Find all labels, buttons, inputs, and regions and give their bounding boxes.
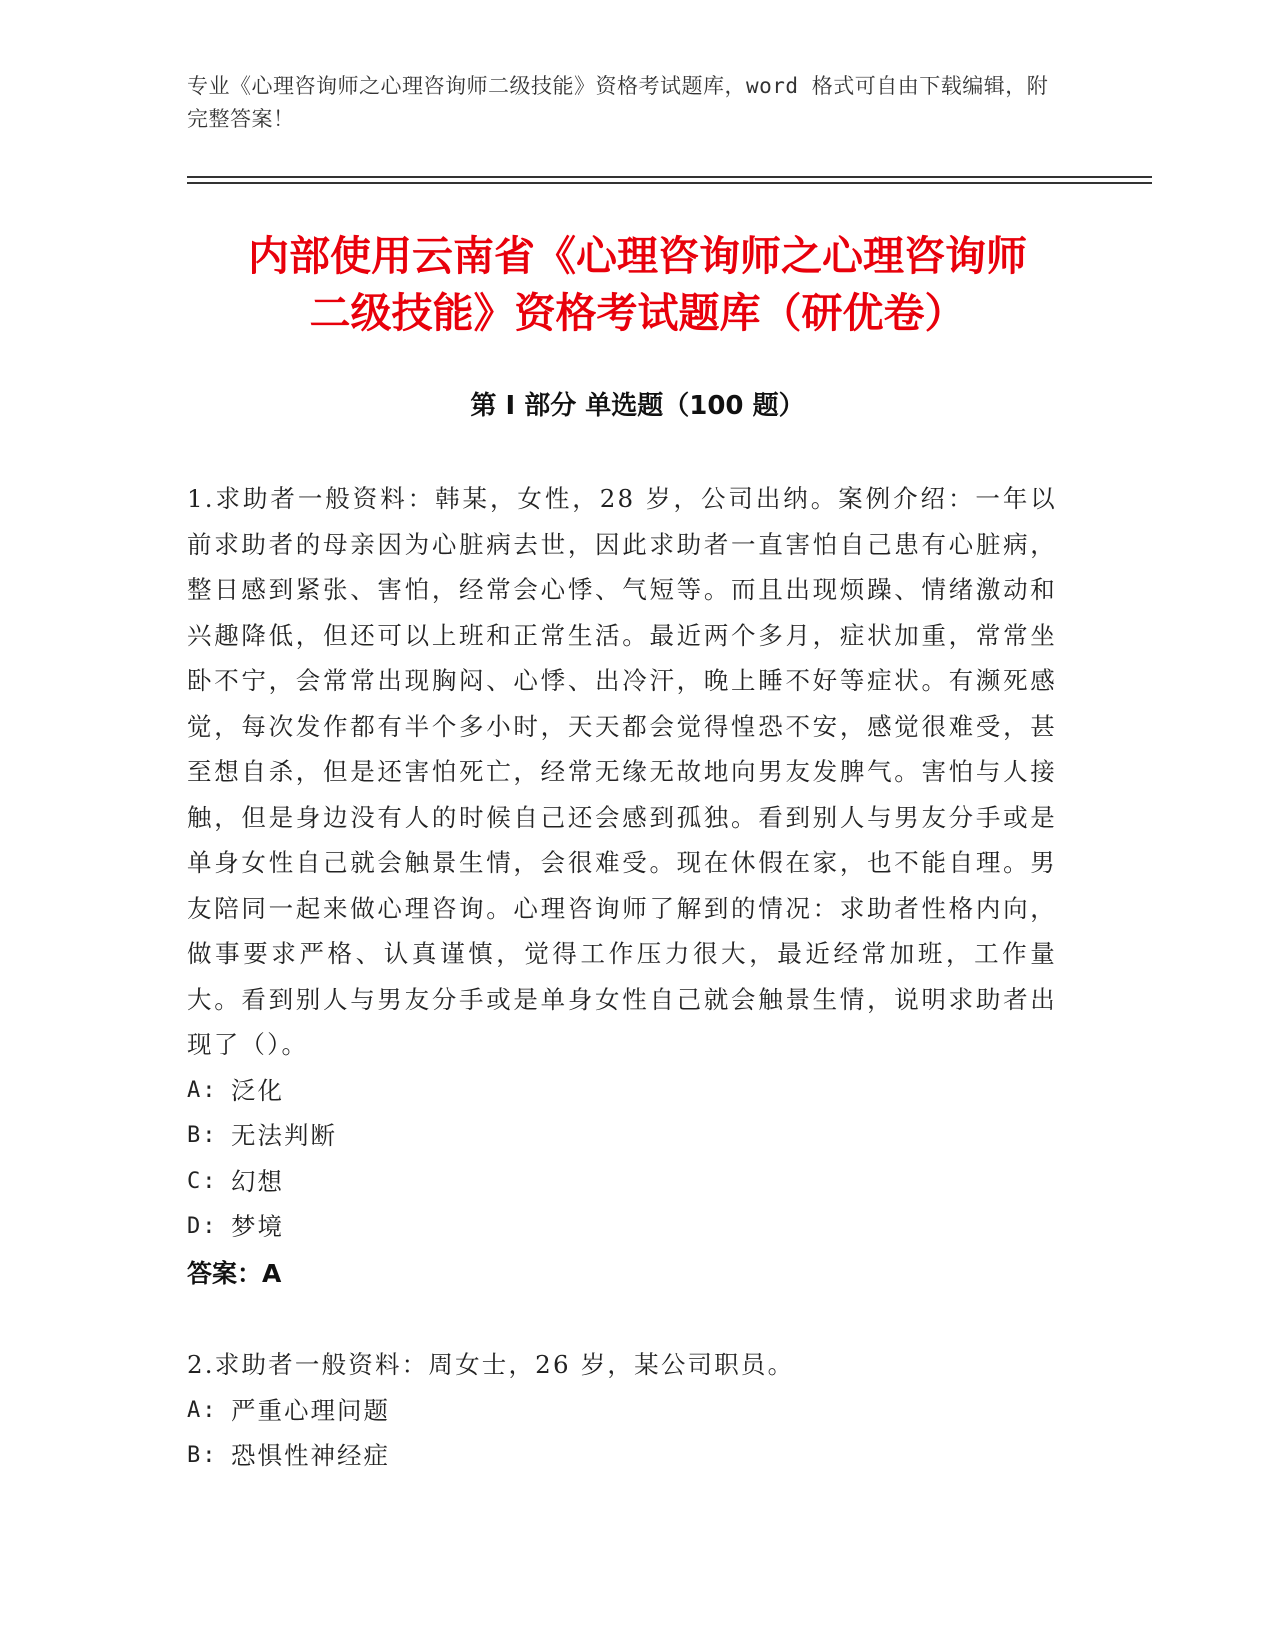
document-title <box>160 228 1115 342</box>
header-note: 专业《心理咨询师之心理咨询师二级技能》资格考试题库，word 格式可自由下载编辑，附完整答案！ <box>187 74 1049 131</box>
section-title: 第 I 部分 单选题（100 题） <box>470 391 805 421</box>
option-key: A: <box>187 1077 218 1103</box>
document-title-line-2: 二级技能》资格考试题库（研优卷） <box>309 289 966 337</box>
question-1-option-c <box>187 1159 1057 1205</box>
header-divider-bottom <box>187 182 1152 184</box>
question-2 <box>187 1342 1057 1479</box>
option-key: D: <box>187 1214 218 1239</box>
option-key: B: <box>187 1123 218 1148</box>
option-text: 恐惧性神经症 <box>231 1441 390 1470</box>
question-2-option-b <box>187 1433 1057 1479</box>
question-1-option-b <box>187 1113 1057 1159</box>
question-1-option-d <box>187 1204 1057 1250</box>
option-text: 严重心理问题 <box>231 1395 390 1425</box>
question-2-option-a <box>187 1388 1057 1434</box>
option-text: 泛化 <box>231 1075 284 1105</box>
option-text: 幻想 <box>231 1166 284 1196</box>
question-2-stem: 2.求助者一般资料：周女士，26 岁，某公司职员。 <box>187 1350 795 1379</box>
question-1-stem: 1.求助者一般资料：韩某，女性，28 岁，公司出纳。案例介绍：一年以前求助者的母亲因为心脏病去世，因此求助者一直害怕自己患有心脏病，整日感到紧张、害怕，经常会心悸、气短等。而且出现烦躁、情绪激动和兴趣降低，但还可以上班和正常生活。最近两个多月，症状加重，常常坐卧不宁，会常常出现胸闷、心悸、出冷汗，晚上睡不好等症状。有濒死感觉，每次发作都有半个多小时，天天都会觉得惶恐不安，感觉很难受，甚至想自杀，但是还害怕死亡，经常无缘无故地向男友发脾气。害怕与人接触，但是身边没有人的时候自己还会感到孤独。看到别人与男友分手或是单身女性自己就会触景生情，会很难受。现在休假在家，也不能自理。男友陪同一起来做心理咨询。心理咨询师了解到的情况：求助者性格内向，做事要求严格、认真谨慎，觉得工作压力很大，最近经常加班，工作量大。看到别人与男友分手或是单身女性自己就会触景生情，说明求助者出现了（）。 <box>187 484 1057 1059</box>
option-key: B: <box>187 1443 218 1468</box>
option-key: C: <box>187 1168 218 1194</box>
option-key: A: <box>187 1397 218 1423</box>
option-text: 梦境 <box>231 1212 284 1241</box>
option-text: 无法判断 <box>231 1121 337 1150</box>
question-1-answer: 答案：A <box>187 1258 282 1288</box>
document-title-line-1: 内部使用云南省《心理咨询师之心理咨询师 <box>248 232 1027 280</box>
question-1-option-a <box>187 1068 1057 1114</box>
question-1 <box>187 476 1057 1298</box>
header-divider-top <box>187 176 1152 178</box>
